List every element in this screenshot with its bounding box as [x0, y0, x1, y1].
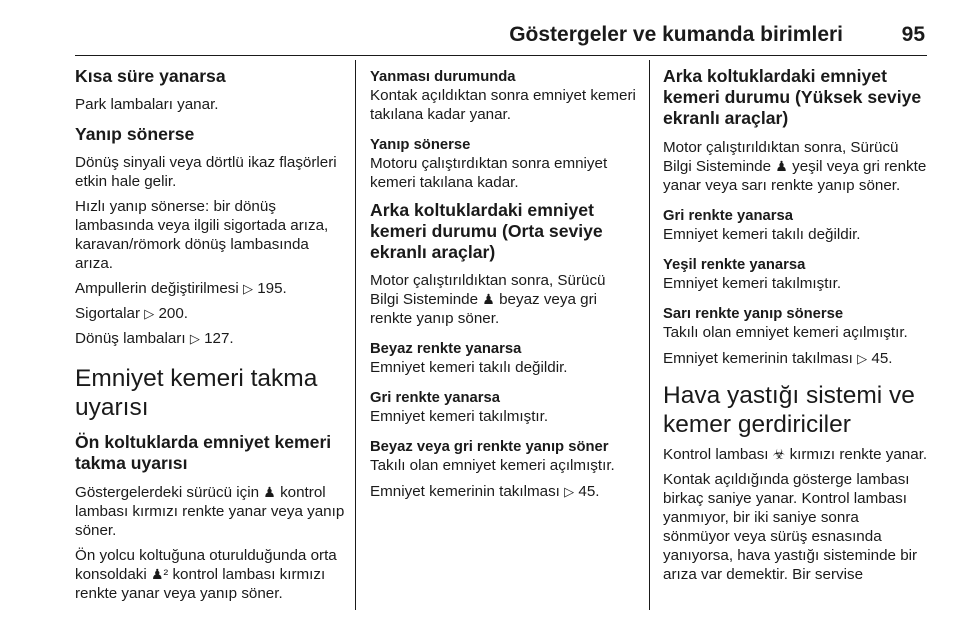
heading-front-seatbelt: Ön koltuklarda emniyet kemeri takma uyarısı: [75, 432, 332, 473]
heading-yellow: Sarı renkte yanıp sönerse: [663, 306, 844, 322]
heading-on: Yanması durumunda: [370, 69, 516, 85]
reference-label: Emniyet kemerinin takılması: [370, 483, 560, 500]
reference-turn: [75, 329, 351, 348]
page-reference-icon: ▷: [242, 281, 253, 296]
text-grey: Emniyet kemeri takılı değildir.: [663, 226, 861, 243]
text-green: Emniyet kemeri takılmıştır.: [663, 275, 842, 292]
text-airbag-1: Kontrol lambası ☣ kırmızı renkte yanar.: [663, 446, 928, 463]
text-flash-2: Hızlı yanıp sönerse: bir dönüş lambasında veya ilgili sigortada arıza, karavan/römork dönüş lambasında arıza.: [75, 198, 329, 272]
page-header-title: Göstergeler ve kumanda birimleri: [509, 23, 843, 46]
reference-label: Sigortalar: [75, 305, 140, 322]
reference-page: 45.: [871, 350, 893, 367]
heading-white: Beyaz renkte yanarsa: [370, 341, 522, 357]
reference-page: 45.: [578, 483, 600, 500]
text-yellow: Takılı olan emniyet kemeri açılmıştır.: [663, 324, 908, 341]
column-divider: [355, 60, 356, 610]
seatbelt-icon: ♟: [263, 484, 276, 500]
heading-short-blink: Kısa süre yanarsa: [75, 66, 226, 86]
text-short-blink: Park lambaları yanar.: [75, 96, 219, 113]
page-header: [75, 0, 927, 56]
section-title-seatbelt: Emniyet kemeri takma uyarısı: [75, 365, 318, 421]
page-reference-icon: ▷: [189, 331, 200, 346]
text-rear-belt-high: Motor çalıştırıldıktan sonra, Sürücü Bilgi Sisteminde ♟ yeşil veya gri renkte yanar veya sarı renkte yanıp söner.: [663, 139, 927, 194]
reference-label: Emniyet kemerinin takılması: [663, 350, 853, 367]
seatbelt-icon: ♟: [775, 158, 788, 174]
heading-rear-belt-mid: Arka koltuklardaki emniyet kemeri durumu (Orta seviye ekranlı araçlar): [370, 200, 603, 262]
section-title-airbag: Hava yastığı sistemi ve kemer gerdiriciler: [663, 382, 915, 438]
page-reference-icon: ▷: [144, 306, 155, 321]
text-front-2: Ön yolcu koltuğuna oturulduğunda orta konsoldaki ♟² kontrol lambası kırmızı renkte yanar veya yanıp söner.: [75, 547, 337, 602]
text-white: Emniyet kemeri takılı değildir.: [370, 359, 568, 376]
reference-belt: [663, 349, 929, 368]
reference-page: 200.: [158, 305, 189, 322]
heading-rear-belt-high: Arka koltuklardaki emniyet kemeri durumu (Yüksek seviye ekranlı araçlar): [663, 66, 922, 128]
text-grey: Emniyet kemeri takılmıştır.: [370, 408, 549, 425]
reference-page: 195.: [257, 280, 287, 297]
text-flash: Motoru çalıştırdıktan sonra emniyet kemeri takılana kadar.: [370, 155, 608, 191]
reference-label: Dönüş lambaları: [75, 330, 186, 347]
reference-fuses: [75, 304, 351, 323]
reference-bulbs: [75, 279, 351, 298]
page-number: 95: [901, 23, 925, 46]
heading-grey: Gri renkte yanarsa: [370, 390, 500, 406]
text-front-1: Göstergelerdeki sürücü için ♟ kontrol lambası kırmızı renkte yanar veya yanıp söner.: [75, 484, 345, 539]
column-right: [663, 60, 929, 584]
page-reference-icon: ▷: [857, 351, 868, 366]
airbag-icon: ☣: [772, 446, 786, 462]
column-divider: [649, 60, 650, 610]
text-white-grey-flash: Takılı olan emniyet kemeri açılmıştır.: [370, 457, 615, 474]
text-rear-belt-mid: Motor çalıştırıldıktan sonra, Sürücü Bilgi Sisteminde ♟ beyaz veya gri renkte yanıp söner.: [370, 272, 606, 327]
reference-page: 127.: [204, 330, 234, 347]
page-reference-icon: ▷: [564, 484, 575, 499]
seatbelt-passenger-icon: ♟²: [151, 566, 169, 582]
text-flash-1: Dönüş sinyali veya dörtlü ikaz flaşörleri etkin hale gelir.: [75, 154, 337, 190]
heading-flash: Yanıp sönerse: [370, 137, 471, 153]
text-on: Kontak açıldıktan sonra emniyet kemeri takılana kadar yanar.: [370, 87, 636, 123]
heading-green: Yeşil renkte yanarsa: [663, 257, 806, 273]
column-left: [75, 60, 351, 603]
heading-grey: Gri renkte yanarsa: [663, 208, 793, 224]
heading-white-grey-flash: Beyaz veya gri renkte yanıp söner: [370, 439, 609, 455]
reference-label: Ampullerin değiştirilmesi: [75, 280, 239, 297]
text-airbag-2: Kontak açıldığında gösterge lambası birkaç saniye yanar. Kontrol lambası yanmıyor, bir iki saniye sonra sönmüyor veya sürüş esnasında yanıyorsa, hava yastığı sisteminde bir arıza var demektir. Bir servise: [663, 471, 918, 583]
reference-belt: [370, 482, 638, 501]
heading-flash: Yanıp sönerse: [75, 124, 195, 144]
column-middle: [370, 68, 638, 501]
seatbelt-icon: ♟: [482, 291, 495, 307]
